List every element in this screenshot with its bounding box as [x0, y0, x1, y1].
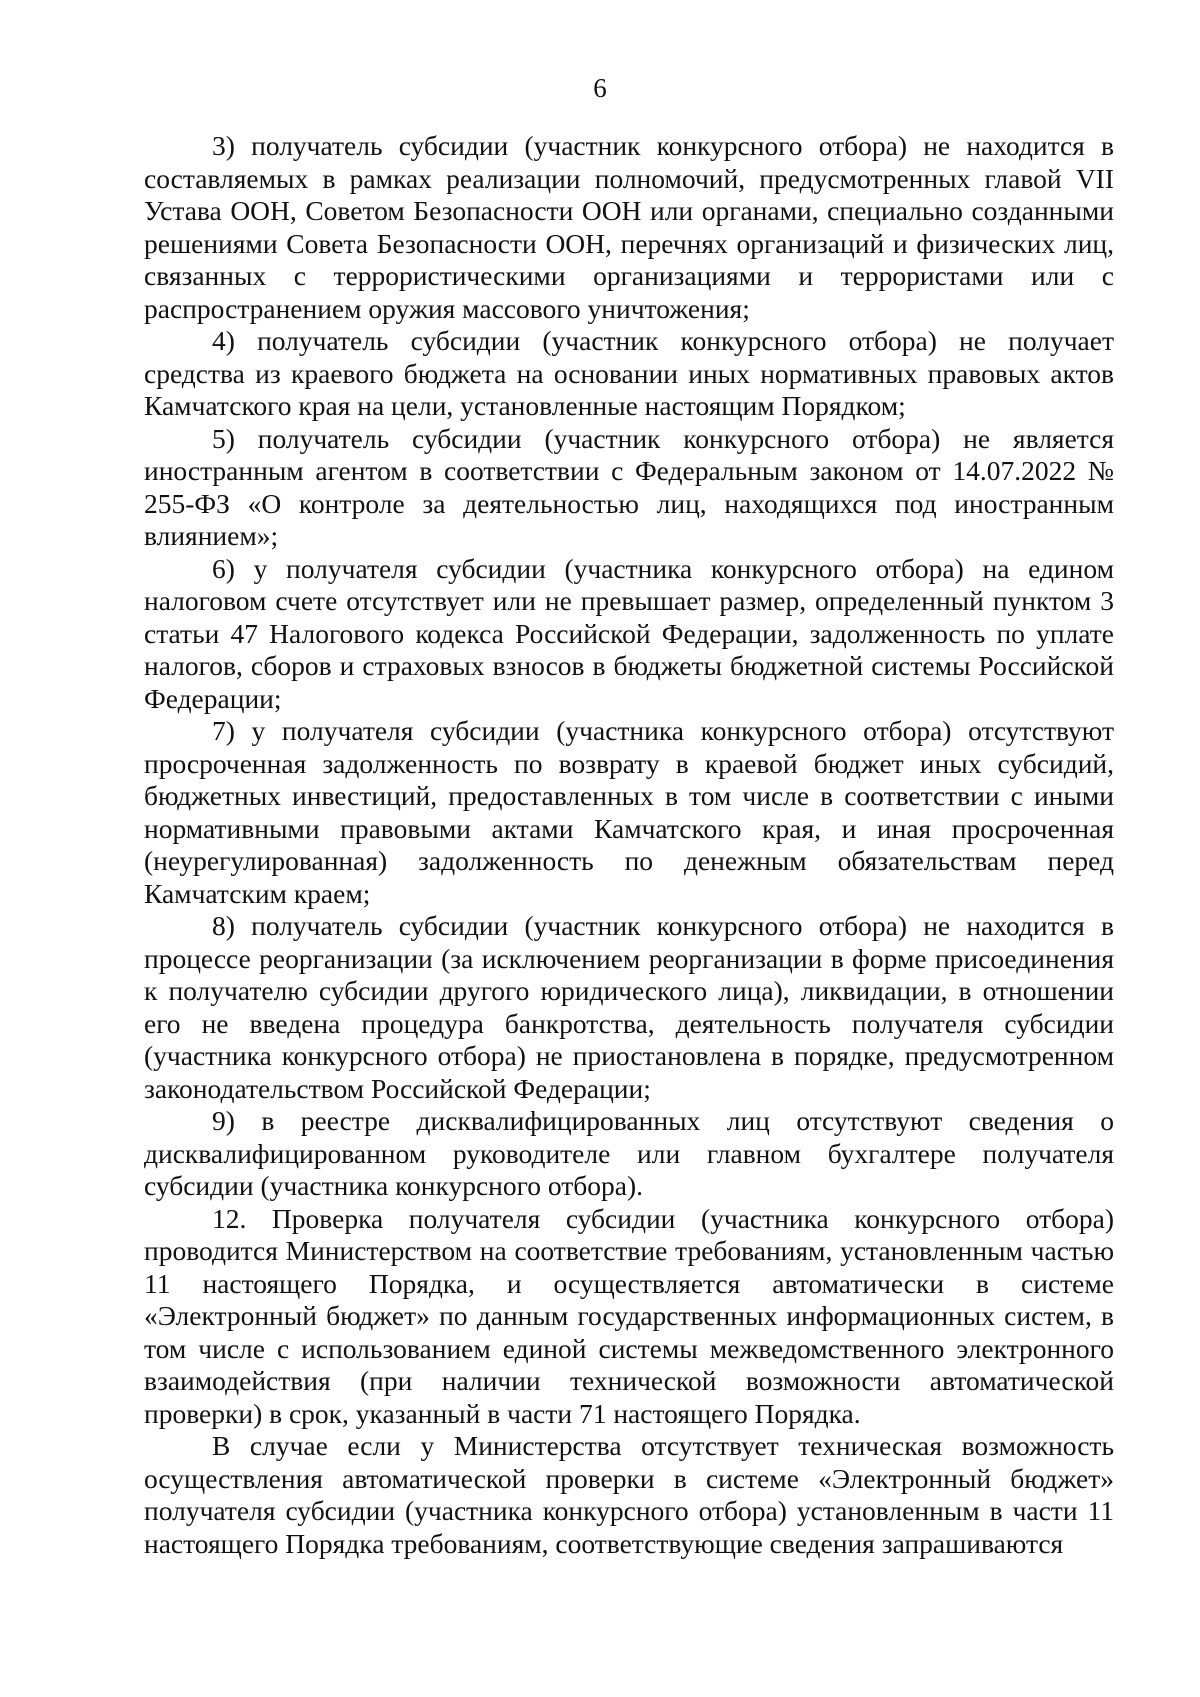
paragraph-section-12-continuation: В случае если у Министерства отсутствует техническая возможность осуществления автоматической проверки в системе «Электронный бюджет» получателя субсидии (участника конкурсного отбора) установленным в части 11 настоящего Порядка требованиям, соответствующие сведения запрашиваются — [144, 1430, 1114, 1559]
paragraph-item-5: 5) получатель субсидии (участник конкурсного отбора) не является иностранным агентом в соответствии с Федеральным законом от 14.07.2022 № 255-ФЗ «О контроле за деятельностью лиц, находящихся под иностранным влиянием»; — [144, 422, 1114, 551]
paragraph-item-8: 8) получатель субсидии (участник конкурсного отбора) не находится в процессе реорганизации (за исключением реорганизации в форме присоединения к получателю субсидии другого юридического лица), ликвидации, в отношении его не введена процедура банкротства, деятельность получателя субсидии (участника конкурсного отбора) не приостановлена в порядке, предусмотренном законодательством Российской Федерации; — [144, 910, 1114, 1104]
paragraph-item-7: 7) у получателя субсидии (участника конкурсного отбора) отсутствуют просроченная задолженность по возврату в краевой бюджет иных субсидий, бюджетных инвестиций, предоставленных в том числе в соответствии с иными нормативными правовыми актами Камчатского края, и иная просроченная (неурегулированная) задолженность по денежным обязательствам перед Камчатским краем; — [144, 715, 1114, 909]
paragraph-section-12: 12. Проверка получателя субсидии (участника конкурсного отбора) проводится Министерством на соответствие требованиям, установленным частью 11 настоящего Порядка, и осуществляется автоматически в системе «Электронный бюджет» по данным государственных информационных систем, в том числе с использованием единой системы межведомственного электронного взаимодействия (при наличии технической возможности автоматической проверки) в срок, указанный в части 71 настоящего Порядка. — [144, 1202, 1114, 1429]
page-number: 6 — [593, 73, 607, 103]
paragraph-item-9: 9) в реестре дисквалифицированных лиц отсутствуют сведения о дисквалифицированном руководителе или главном бухгалтере получателя субсидии (участника конкурсного отбора). — [144, 1105, 1114, 1201]
document-body — [144, 130, 1114, 1560]
paragraph-item-4: 4) получатель субсидии (участник конкурсного отбора) не получает средства из краевого бюджета на основании иных нормативных правовых актов Камчатского края на цели, установленные настоящим Порядком; — [144, 325, 1114, 421]
paragraph-item-3: 3) получатель субсидии (участник конкурсного отбора) не находится в составляемых в рамках реализации полномочий, предусмотренных главой VII Устава ООН, Советом Безопасности ООН или органами, специально созданными решениями Совета Безопасности ООН, перечнях организаций и физических лиц, связанных с террористическими организациями и террористами или с распространением оружия массового уничтожения; — [144, 130, 1114, 324]
paragraph-item-6: 6) у получателя субсидии (участника конкурсного отбора) на едином налоговом счете отсутствует или не превышает размер, определенный пунктом 3 статьи 47 Налогового кодекса Российской Федерации, задолженность по уплате налогов, сборов и страховых взносов в бюджеты бюджетной системы Российской Федерации; — [144, 552, 1114, 714]
